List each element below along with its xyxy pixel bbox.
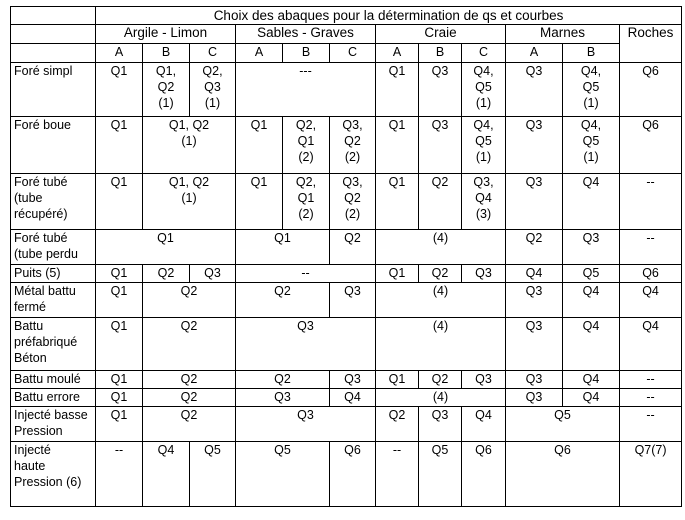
- table-cell: Q3: [419, 407, 462, 442]
- table-cell: Q4: [563, 318, 620, 371]
- cell-line: (2): [344, 207, 361, 221]
- table-cell: [143, 174, 236, 230]
- cell-line: (1): [181, 134, 197, 148]
- table-cell: Q2: [143, 318, 236, 371]
- table-cell: --: [620, 230, 682, 265]
- table-cell: --: [96, 442, 143, 507]
- table-cell: Q7(7): [620, 442, 682, 507]
- cell-line: Q4,: [473, 64, 494, 78]
- table-cell: [143, 63, 190, 117]
- table-row-metal-battu: [11, 283, 682, 318]
- abaques-table: [10, 6, 682, 507]
- table-cell: Q1: [96, 407, 143, 442]
- table-cell: Q6: [620, 63, 682, 117]
- cell-line: Q1, Q2: [168, 118, 210, 132]
- table-cell: Q3: [419, 63, 462, 117]
- subheader-argile-a: A: [96, 44, 143, 63]
- table-cell: Q1: [236, 117, 283, 174]
- table-cell: Q2: [330, 230, 376, 265]
- group-header-craie: Craie: [376, 25, 506, 44]
- table-cell: Q1: [376, 117, 419, 174]
- subheader-argile-c: C: [190, 44, 236, 63]
- cell-line: Q5: [475, 80, 492, 94]
- row-label: Foré simpl: [11, 63, 96, 117]
- table-cell: Q6: [620, 265, 682, 283]
- table-cell: Q2: [143, 283, 236, 318]
- table-cell: [283, 174, 330, 230]
- table-cell: [330, 117, 376, 174]
- table-cell: Q4: [563, 174, 620, 230]
- table-cell: Q3: [506, 174, 563, 230]
- row-label-line: préfabriqué: [14, 335, 78, 349]
- row-label: Puits (5): [11, 265, 96, 283]
- table-row-battu-errore: [11, 389, 682, 407]
- table-cell: [563, 63, 620, 117]
- table-cell: Q1: [236, 230, 330, 265]
- table-cell: [283, 117, 330, 174]
- subheader-sables-c: C: [330, 44, 376, 63]
- subheader-marnes-b: B: [563, 44, 620, 63]
- cell-line: Q4,: [580, 118, 602, 132]
- table-cell: Q1: [96, 371, 143, 389]
- table-cell: Q1: [96, 389, 143, 407]
- table-cell: Q1: [376, 63, 419, 117]
- table-cell: Q1: [96, 318, 143, 371]
- group-header-argile: Argile - Limon: [96, 25, 236, 44]
- table-cell: Q2: [419, 371, 462, 389]
- row-label: Battu moulé: [11, 371, 96, 389]
- cell-line: Q3,: [342, 175, 363, 189]
- row-label-line: Foré tubé: [14, 231, 68, 245]
- group-header-marnes: Marnes: [506, 25, 620, 44]
- table-cell: [330, 174, 376, 230]
- cell-line: Q2,: [295, 118, 317, 132]
- table-cell: (4): [376, 389, 506, 407]
- cell-line: Q2,: [295, 175, 317, 189]
- table-cell: Q4: [143, 442, 190, 507]
- cell-line: Q5: [582, 134, 600, 148]
- row-label-line: Battu: [14, 319, 44, 333]
- table-cell: Q1: [96, 265, 143, 283]
- table-cell: Q2: [376, 407, 419, 442]
- table-cell: --: [236, 265, 376, 283]
- cell-line: Q2: [157, 80, 175, 94]
- row-label-line: Injecté basse: [14, 408, 88, 422]
- table-cell: Q2: [143, 265, 190, 283]
- cell-line: Q4: [475, 191, 492, 205]
- cell-line: Q4,: [580, 64, 602, 78]
- table-cell: Q2: [419, 265, 462, 283]
- table-cell: Q2: [506, 230, 563, 265]
- table-cell: [462, 63, 506, 117]
- table-cell: Q1: [96, 63, 143, 117]
- cell-line: (1): [158, 96, 174, 110]
- subheader-craie-c: C: [462, 44, 506, 63]
- table-row-fore-tube-recupere: [11, 174, 682, 230]
- table-cell: Q2: [143, 371, 236, 389]
- table-cell: Q4: [506, 265, 563, 283]
- row-label-line: (tube: [14, 191, 43, 205]
- row-label: [11, 283, 96, 318]
- cell-line: Q3,: [473, 175, 494, 189]
- group-header-roches: Roches: [620, 25, 682, 63]
- table-cell: Q4: [563, 389, 620, 407]
- table-row-battu-moule: [11, 371, 682, 389]
- cell-line: Q3,: [342, 118, 363, 132]
- table-cell: Q3: [330, 283, 376, 318]
- table-cell: Q3: [236, 407, 376, 442]
- subheader-craie-b: B: [419, 44, 462, 63]
- cell-line: (2): [344, 150, 361, 164]
- row-label-line: haute: [14, 459, 46, 473]
- table-row-fore-tube-perdu: [11, 230, 682, 265]
- cell-line: Q2: [344, 134, 361, 148]
- table-cell: Q1: [376, 174, 419, 230]
- table-cell: (4): [376, 230, 506, 265]
- cell-line: (1): [204, 96, 221, 110]
- table-cell: Q3: [190, 265, 236, 283]
- table-cell: Q1: [96, 283, 143, 318]
- cell-line: Q1: [297, 191, 315, 205]
- table-row-fore-boue: [11, 117, 682, 174]
- group-header-sables: Sables - Graves: [236, 25, 376, 44]
- table-cell: Q1: [96, 230, 236, 265]
- table-cell: Q3: [506, 283, 563, 318]
- table-cell: Q5: [506, 407, 620, 442]
- table-cell: Q3: [563, 230, 620, 265]
- table-cell: --: [620, 389, 682, 407]
- table-header-blank: [11, 7, 96, 25]
- table-cell: Q2: [143, 407, 236, 442]
- cell-line: (1): [475, 150, 492, 164]
- table-row-fore-simpl: [11, 63, 682, 117]
- cell-line: (2): [298, 207, 314, 221]
- table-cell: --: [620, 407, 682, 442]
- cell-line: Q2,: [202, 64, 223, 78]
- table-cell: --: [376, 442, 419, 507]
- row-label: [11, 230, 96, 265]
- table-cell: Q6: [462, 442, 506, 507]
- table-cell: Q1: [376, 265, 419, 283]
- row-label: [11, 407, 96, 442]
- cell-line: Q1,: [155, 64, 177, 78]
- table-cell: Q3: [506, 63, 563, 117]
- row-label-line: (tube perdu: [14, 247, 78, 261]
- table-cell: Q3: [236, 318, 376, 371]
- cell-line: (1): [583, 150, 599, 164]
- cell-line: Q5: [475, 134, 492, 148]
- row-label: [11, 442, 96, 507]
- table-row-puits: [11, 265, 682, 283]
- table-cell: [190, 63, 236, 117]
- table-cell: Q4: [563, 371, 620, 389]
- table-cell: Q5: [236, 442, 330, 507]
- row-label-line: Pression: [14, 424, 63, 438]
- row-label: Battu errore: [11, 389, 96, 407]
- subheader-sables-a: A: [236, 44, 283, 63]
- table-cell: Q6: [620, 117, 682, 174]
- cell-line: (2): [298, 150, 314, 164]
- cell-line: (1): [475, 96, 492, 110]
- table-cell: Q3: [506, 318, 563, 371]
- table-cell: Q3: [236, 389, 330, 407]
- table-cell: [143, 117, 236, 174]
- table-cell: Q4: [563, 283, 620, 318]
- table-cell: Q4: [620, 318, 682, 371]
- table-cell: Q3: [330, 371, 376, 389]
- table-cell: Q4: [330, 389, 376, 407]
- subheader-sables-b: B: [283, 44, 330, 63]
- table-cell: Q2: [143, 389, 236, 407]
- row-label: Foré boue: [11, 117, 96, 174]
- cell-line: Q4,: [473, 118, 494, 132]
- table-cell: Q1: [96, 117, 143, 174]
- group-header-blank: [11, 25, 96, 44]
- subheader-craie-a: A: [376, 44, 419, 63]
- table-title: Choix des abaques pour la détermination de qs et courbes: [96, 7, 682, 25]
- table-cell: Q1: [376, 371, 419, 389]
- table-cell: Q3: [419, 117, 462, 174]
- cell-line: Q2: [344, 191, 361, 205]
- table-cell: Q6: [506, 442, 620, 507]
- table-cell: Q5: [190, 442, 236, 507]
- table-cell: --: [620, 371, 682, 389]
- table-cell: Q3: [506, 117, 563, 174]
- table-cell: (4): [376, 283, 506, 318]
- row-label-line: Foré tubé: [14, 175, 68, 189]
- table-cell: Q4: [620, 283, 682, 318]
- table-cell: Q4: [462, 407, 506, 442]
- row-label-line: Injecté: [14, 443, 51, 457]
- table-cell: ---: [236, 63, 376, 117]
- row-label: [11, 318, 96, 371]
- table-cell: Q2: [419, 174, 462, 230]
- table-row-injecte-basse: [11, 407, 682, 442]
- cell-line: Q5: [582, 80, 600, 94]
- table-row-battu-prefabrique: [11, 318, 682, 371]
- row-label-line: Béton: [14, 351, 47, 365]
- table-cell: Q2: [236, 371, 330, 389]
- table-cell: (4): [376, 318, 506, 371]
- cell-line: Q1: [297, 134, 315, 148]
- cell-line: (1): [583, 96, 599, 110]
- cell-line: Q1, Q2: [168, 175, 210, 189]
- table-cell: Q5: [563, 265, 620, 283]
- row-label-line: Pression (6): [14, 475, 82, 489]
- table-cell: Q1: [236, 174, 283, 230]
- row-label-line: fermé: [14, 300, 46, 314]
- table-cell: Q6: [330, 442, 376, 507]
- table-cell: Q3: [506, 371, 563, 389]
- table-cell: Q5: [419, 442, 462, 507]
- table-cell: [563, 117, 620, 174]
- table-cell: --: [620, 174, 682, 230]
- table-cell: [462, 174, 506, 230]
- table-cell: Q3: [462, 265, 506, 283]
- table-cell: Q3: [506, 389, 563, 407]
- table-cell: Q1: [96, 174, 143, 230]
- row-label-line: Métal battu: [14, 284, 76, 298]
- cell-line: Q3: [204, 80, 221, 94]
- row-label-line: récupéré): [14, 207, 68, 221]
- cell-line: (1): [181, 191, 197, 205]
- table-cell: [462, 117, 506, 174]
- subheader-argile-b: B: [143, 44, 190, 63]
- table-cell: Q2: [236, 283, 330, 318]
- subheader-blank: [11, 44, 96, 63]
- cell-line: (3): [475, 207, 492, 221]
- table-row-injecte-haute: [11, 442, 682, 507]
- table-cell: Q3: [462, 371, 506, 389]
- subheader-marnes-a: A: [506, 44, 563, 63]
- row-label: [11, 174, 96, 230]
